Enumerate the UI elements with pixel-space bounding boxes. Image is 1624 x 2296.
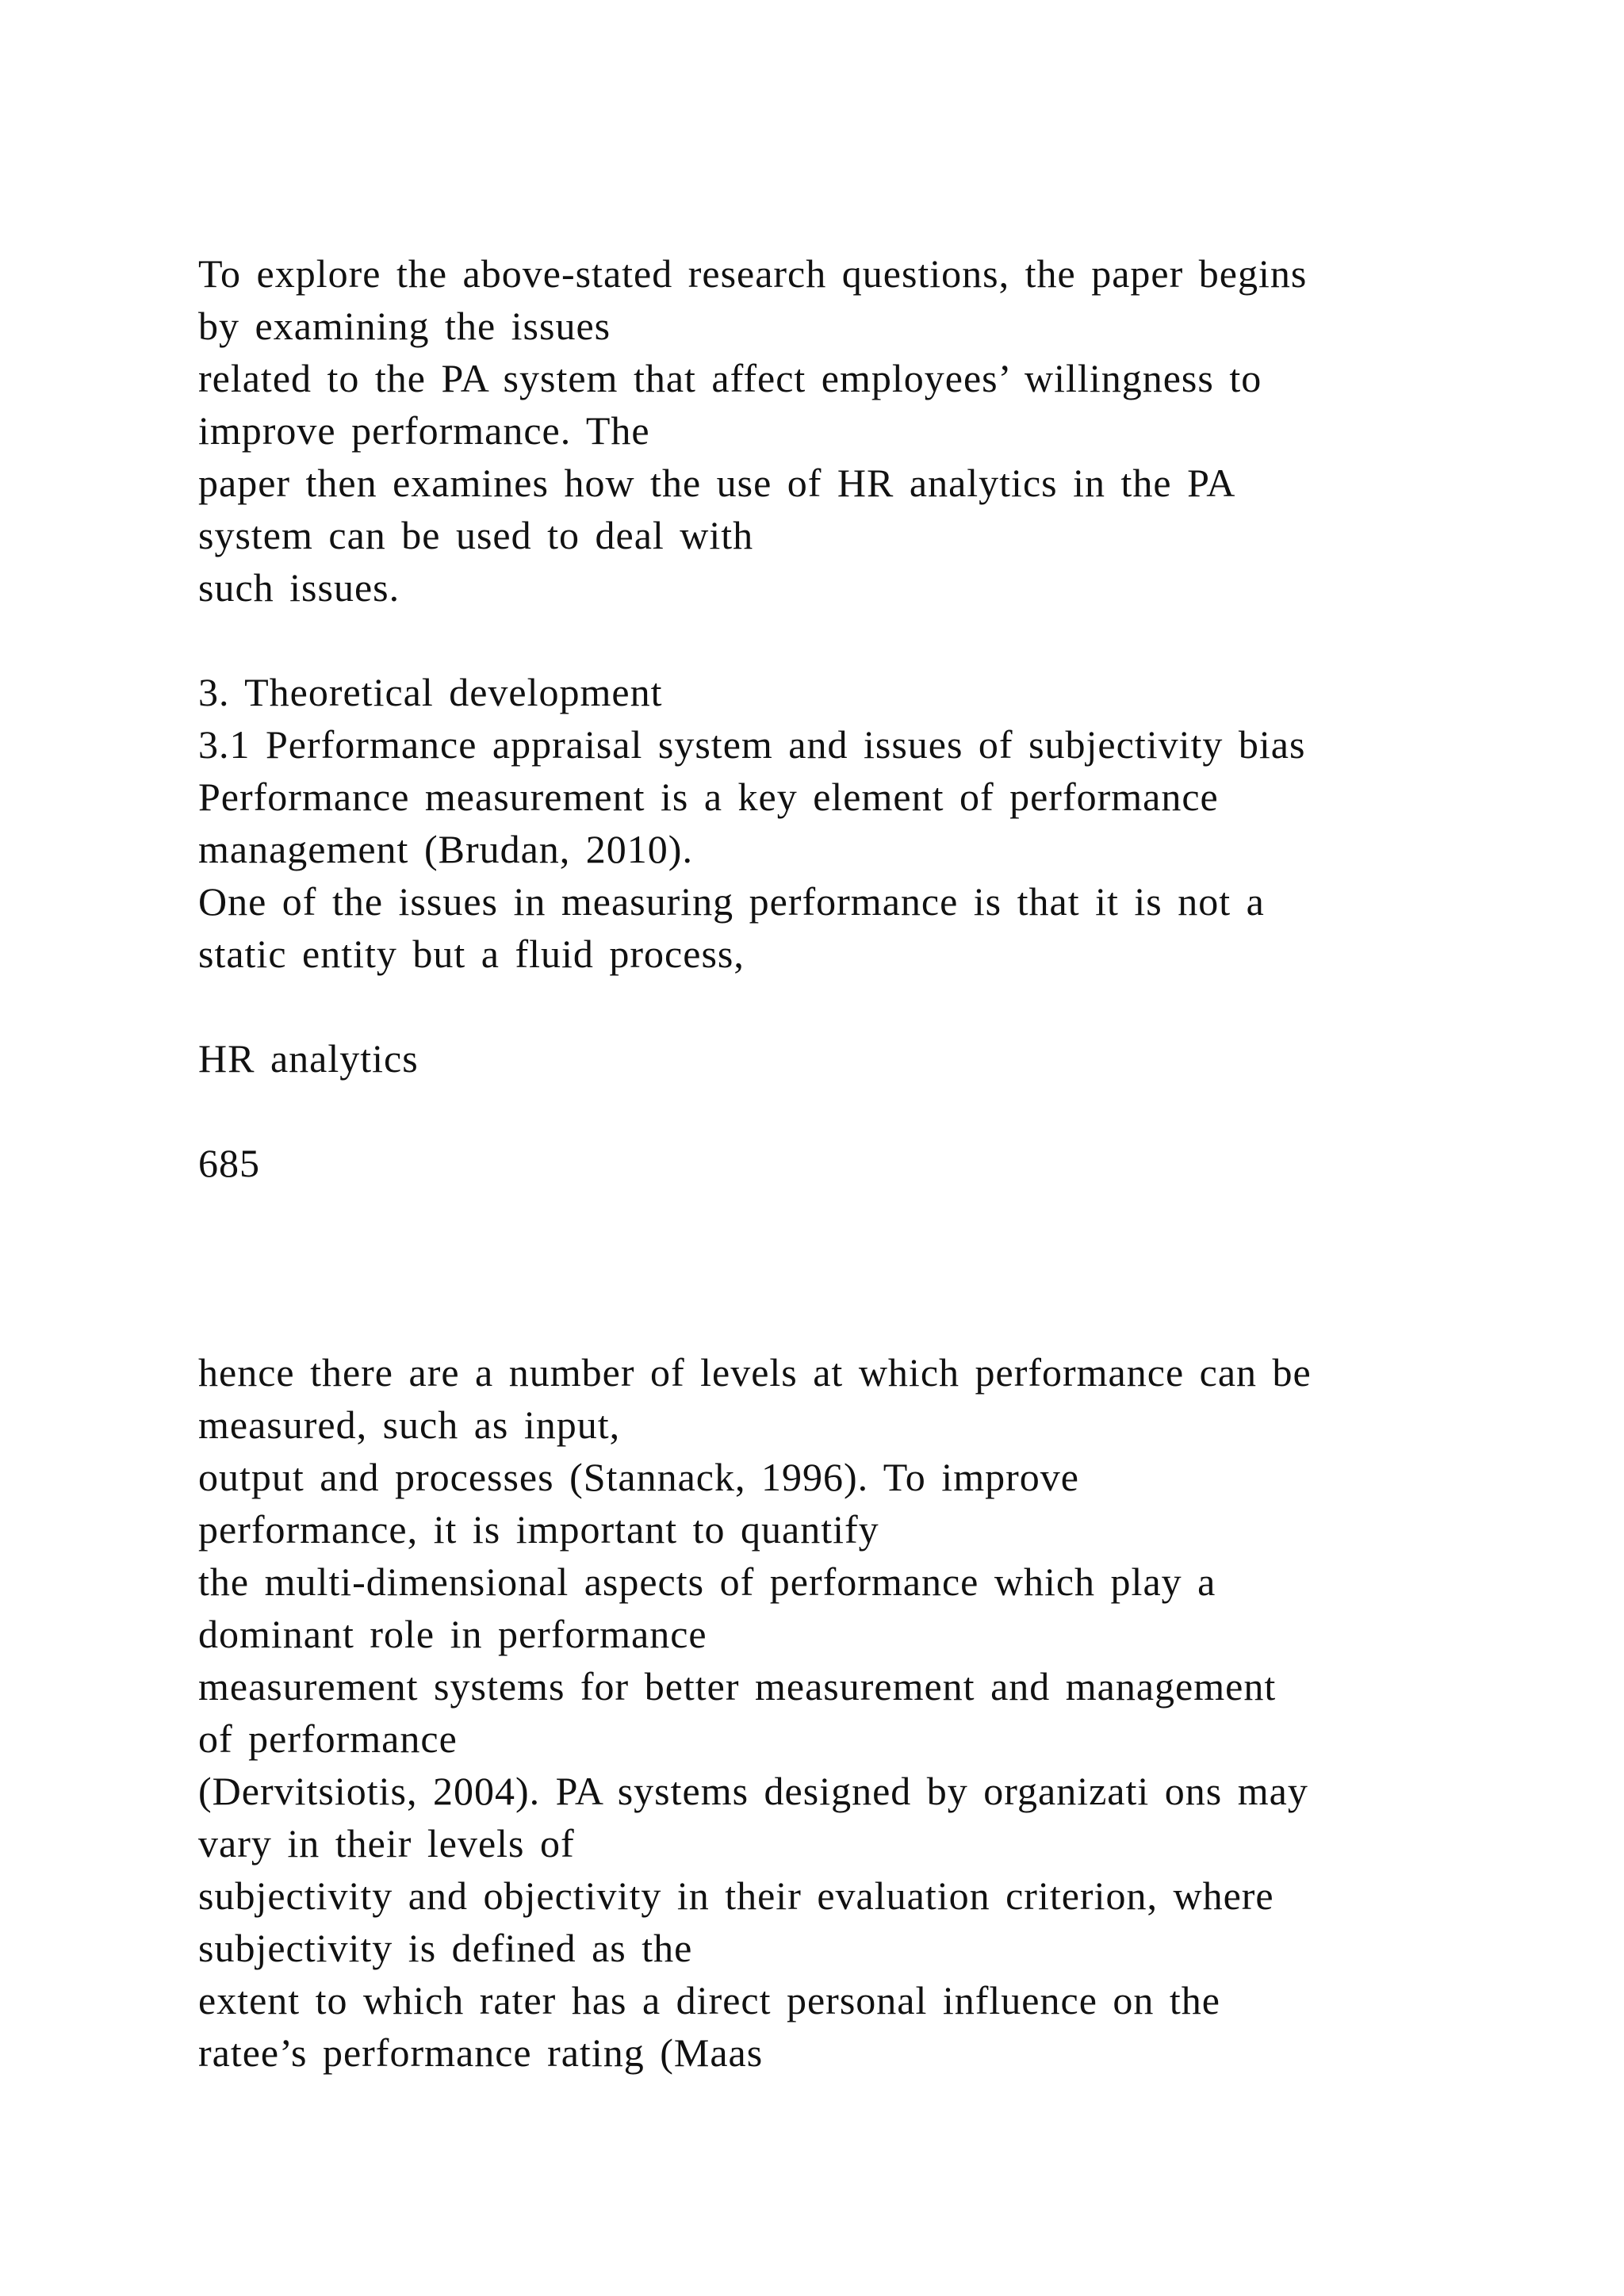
running-header: HR analytics [198,1036,419,1081]
text-line: dominant role in performance [198,1612,707,1656]
section-heading: 3. Theoretical development [198,670,663,714]
text-line: (Dervitsiotis, 2004). PA systems designed by organizati ons may [198,1769,1308,1813]
text-line: system can be used to deal with [198,513,754,557]
text-line: Performance measurement is a key element of performance [198,775,1219,819]
text-line: output and processes (Stannack, 1996). To improve [198,1455,1079,1499]
text-line: measurement systems for better measurement and management [198,1664,1277,1709]
text-line: ratee’s performance rating (Maas [198,2030,764,2075]
text-line: management (Brudan, 2010). [198,827,693,871]
text-line: related to the PA system that affect employees’ willingness to [198,356,1262,400]
text-line: the multi-dimensional aspects of performance which play a [198,1559,1216,1604]
text-line: by examining the issues [198,304,611,348]
page-number: 685 [198,1141,260,1185]
text-line: static entity but a fluid process, [198,932,745,976]
text-line: One of the issues in measuring performance is that it is not a [198,879,1265,924]
text-line: hence there are a number of levels at which performance can be [198,1350,1312,1395]
text-line: measured, such as input, [198,1402,621,1447]
text-line: extent to which rater has a direct personal influence on the [198,1978,1220,2022]
text-line: improve performance. The [198,408,650,453]
text-line: paper then examines how the use of HR analytics in the PA [198,461,1236,505]
text-line: vary in their levels of [198,1821,575,1866]
subsection-heading: 3.1 Performance appraisal system and issues of subjectivity bias [198,722,1306,767]
text-line: subjectivity and objectivity in their evaluation criterion, where [198,1873,1274,1918]
text-line: performance, it is important to quantify [198,1507,879,1552]
text-line: of performance [198,1716,458,1761]
text-line: such issues. [198,565,400,610]
text-line: subjectivity is defined as the [198,1926,693,1970]
text-line: To explore the above-stated research questions, the paper begins [198,251,1308,296]
